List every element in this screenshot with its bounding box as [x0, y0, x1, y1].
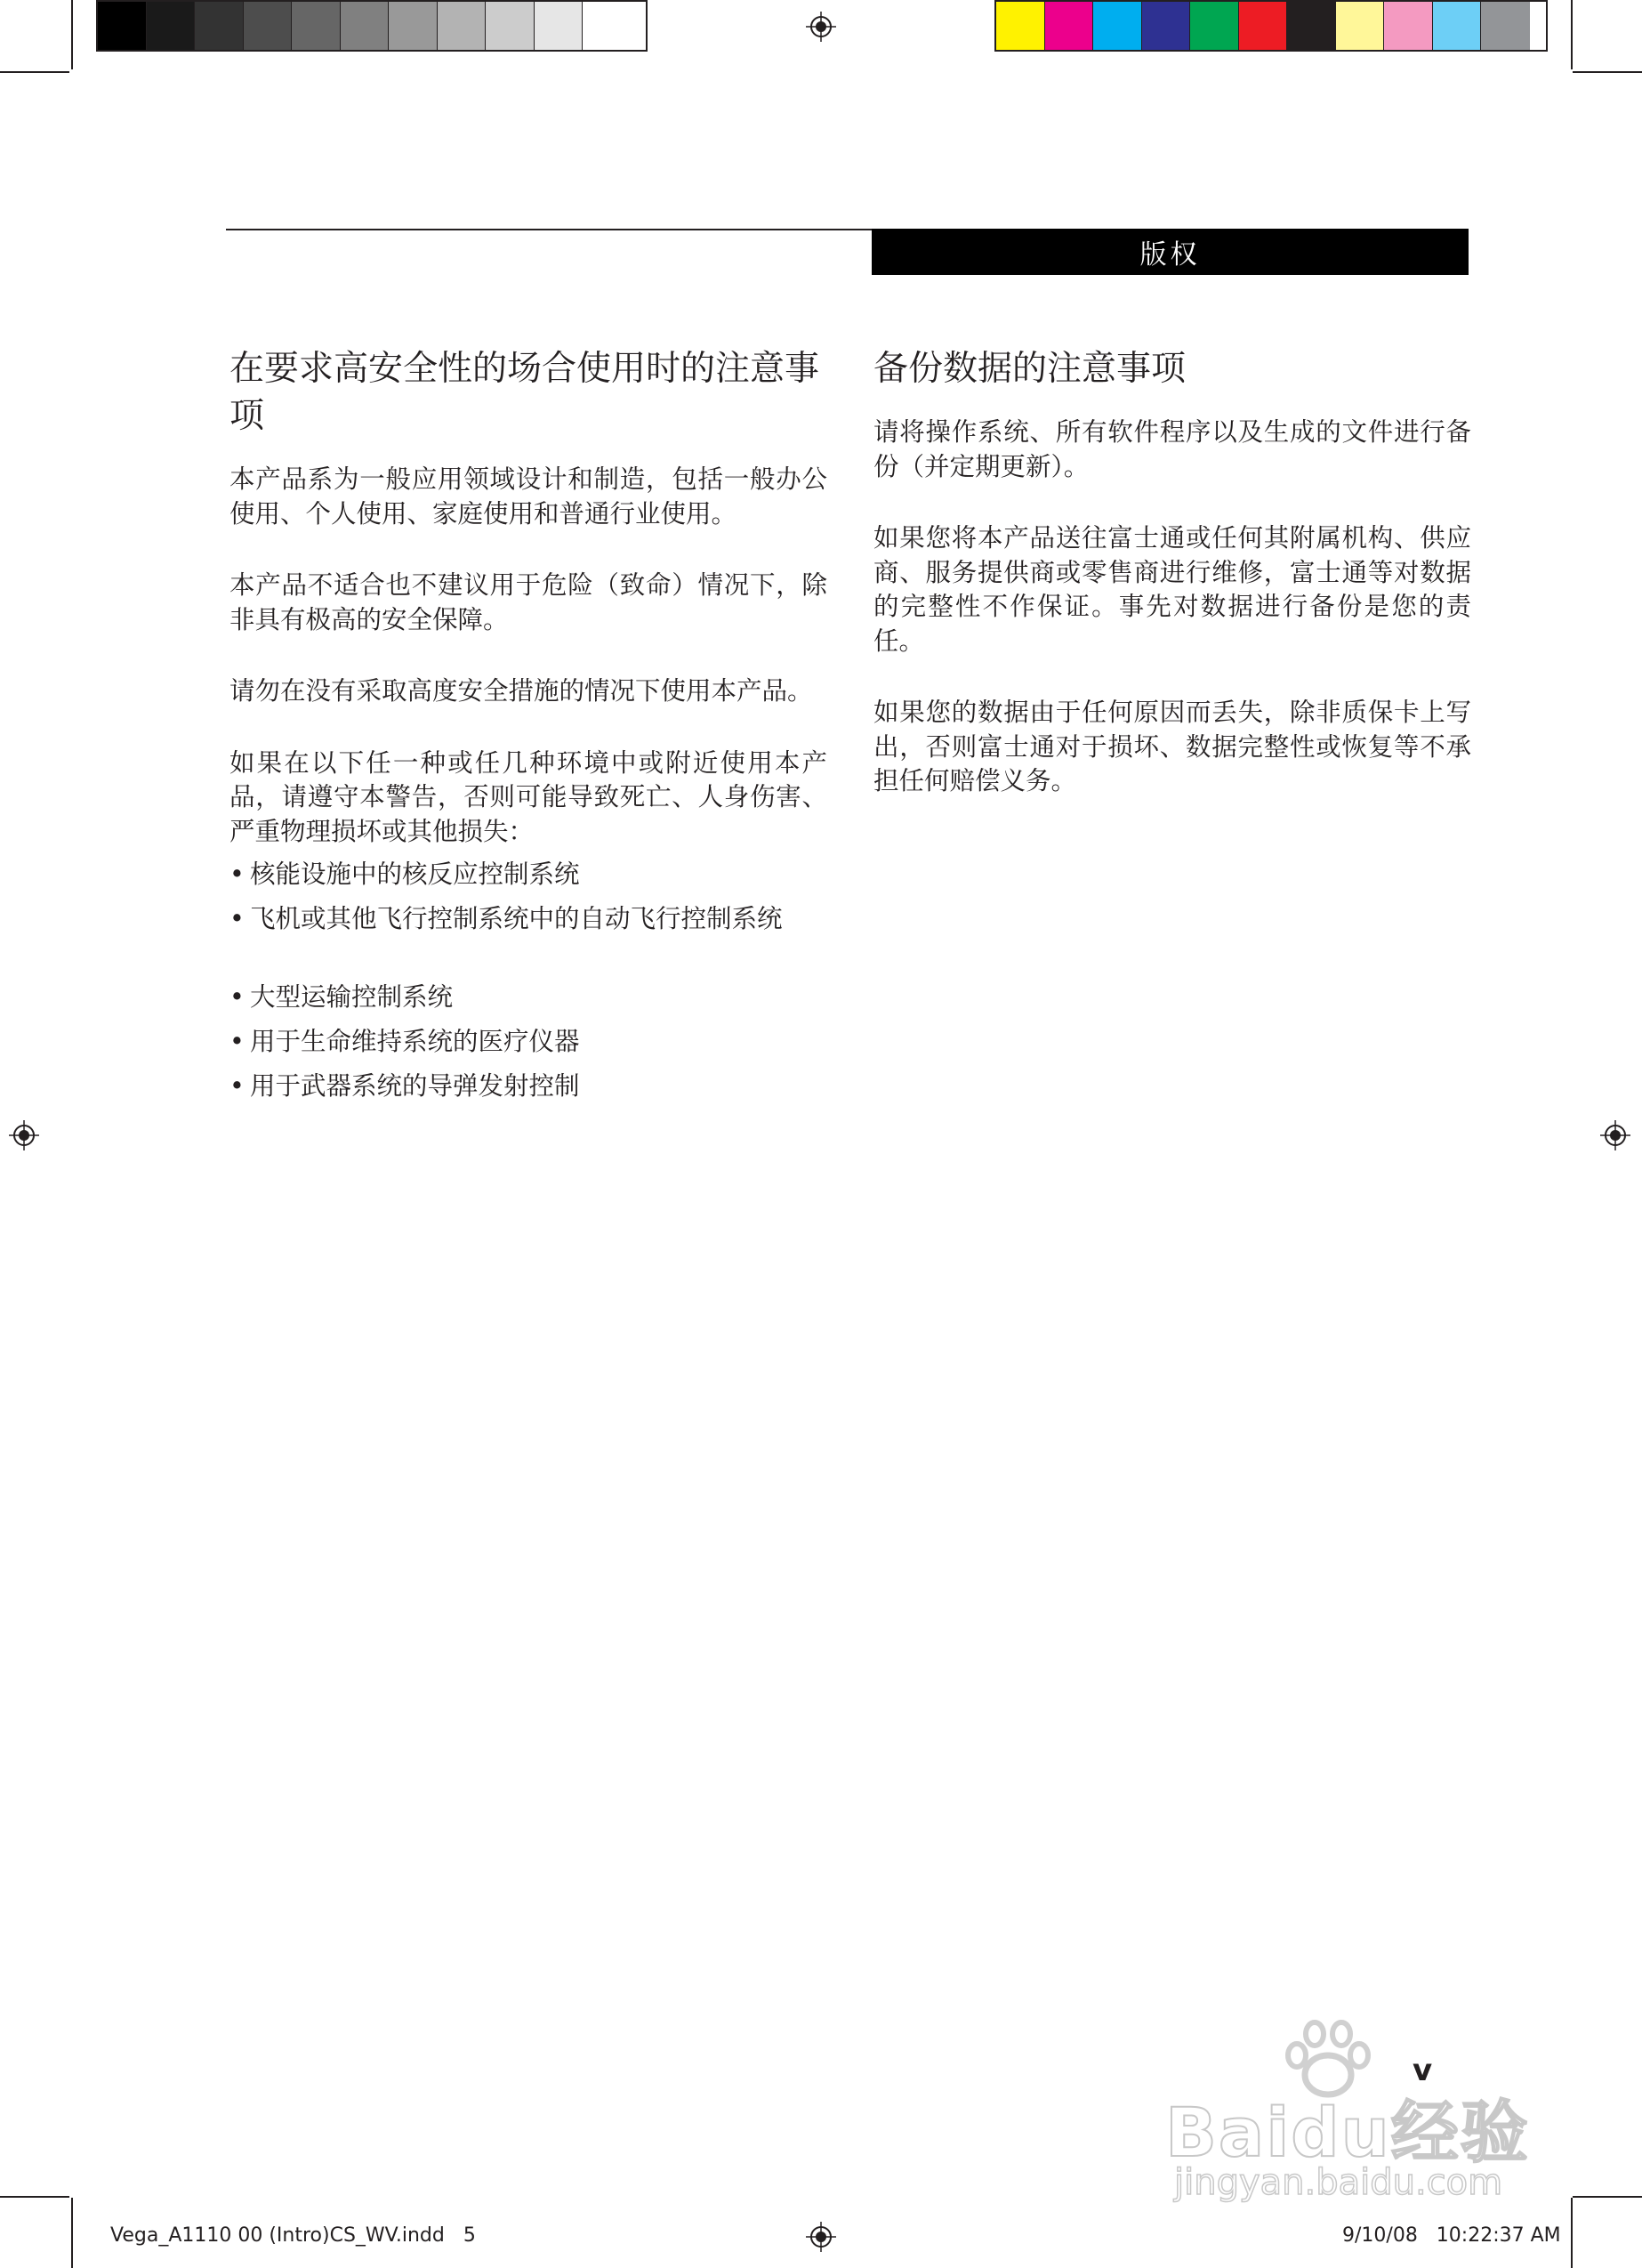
color-swatch — [1239, 2, 1288, 50]
bullet-list — [229, 858, 827, 1107]
gray-swatch — [244, 2, 293, 50]
list-item-text: 飞机或其他飞行控制系统中的自动飞行控制系统 — [250, 904, 783, 933]
footer-filename: Vega_A1110 00 (Intro)CS_WV.indd 5 — [110, 2224, 476, 2247]
right-paragraph: 如果您将本产品送往富士通或任何其附属机构、供应商、服务提供商或零售商进行维修，富士通等对数据的完整性不作保证。事先对数据进行备份是您的责任。 — [873, 523, 1471, 656]
registration-mark-icon — [806, 2222, 836, 2252]
gray-swatch — [583, 2, 632, 50]
color-swatch — [1190, 2, 1239, 50]
color-swatch — [1481, 2, 1530, 50]
list-item-text: 大型运输控制系统 — [250, 982, 454, 1012]
right-column — [873, 345, 1471, 836]
grayscale-color-bar — [96, 0, 648, 52]
right-paragraph: 请将操作系统、所有软件程序以及生成的文件进行备份（并定期更新）。 — [873, 417, 1471, 481]
section-tab — [872, 229, 1469, 275]
color-swatch — [1384, 2, 1433, 50]
crop-mark — [1571, 2198, 1573, 2268]
left-paragraph: 请勿在没有采取高度安全措施的情况下使用本产品。 — [229, 676, 813, 706]
gray-swatch — [98, 2, 147, 50]
list-item-text: 用于生命维持系统的医疗仪器 — [250, 1027, 580, 1056]
list-item — [229, 902, 827, 937]
color-swatch — [996, 2, 1045, 50]
watermark — [1165, 2020, 1539, 2207]
watermark-url: jingyan.baidu.com — [1174, 2162, 1503, 2203]
crop-mark — [0, 71, 69, 73]
registration-mark-icon — [9, 1120, 39, 1150]
color-swatch — [1287, 2, 1336, 50]
gray-swatch — [438, 2, 487, 50]
gray-swatch — [486, 2, 535, 50]
registration-mark-icon — [1600, 1120, 1630, 1150]
footer-timestamp: 9/10/08 10:22:37 AM — [1342, 2224, 1561, 2247]
crop-mark — [1571, 0, 1573, 69]
gray-swatch — [147, 2, 196, 50]
color-swatch — [1093, 2, 1142, 50]
crop-mark — [71, 2198, 73, 2268]
list-item-text: 用于武器系统的导弹发射控制 — [250, 1071, 580, 1101]
watermark-brand: Baidu经验 — [1165, 2093, 1530, 2172]
crop-mark — [71, 0, 73, 69]
bullet-icon: • — [229, 1071, 245, 1101]
page-number: v — [1413, 2053, 1433, 2088]
list-item — [229, 858, 827, 892]
left-paragraph: 本产品系为一般应用领域设计和制造，包括一般办公使用、个人使用、家庭使用和普通行业使用。 — [229, 464, 827, 529]
gray-swatch — [535, 2, 584, 50]
list-item-text: 核能设施中的核反应控制系统 — [250, 860, 580, 889]
color-swatch — [1142, 2, 1191, 50]
bullet-icon: • — [229, 1027, 245, 1056]
list-item — [229, 1069, 827, 1104]
left-paragraph: 如果在以下任一种或任几种环境中或附近使用本产品，请遵守本警告，否则可能导致死亡、人身伤害、严重物理损坏或其他损失： — [229, 747, 827, 846]
right-heading: 备份数据的注意事项 — [873, 349, 1187, 389]
crop-mark — [1573, 2196, 1642, 2198]
color-swatch — [1045, 2, 1094, 50]
left-heading: 在要求高安全性的场合使用时的注意事项 — [229, 349, 820, 436]
gray-swatch — [195, 2, 244, 50]
crop-mark — [1573, 71, 1642, 73]
process-color-bar — [994, 0, 1548, 52]
list-item — [229, 981, 827, 1015]
bullet-icon: • — [229, 982, 245, 1012]
gray-swatch — [292, 2, 341, 50]
crop-mark — [0, 2196, 69, 2198]
color-swatch — [1433, 2, 1482, 50]
left-paragraph: 本产品不适合也不建议用于危险（致命）情况下，除非具有极高的安全保障。 — [229, 570, 827, 634]
color-swatch — [1336, 2, 1385, 50]
right-paragraph: 如果您的数据由于任何原因而丢失，除非质保卡上写出，否则富士通对于损坏、数据完整性或恢复等不承担任何赔偿义务。 — [873, 698, 1471, 795]
gray-swatch — [341, 2, 390, 50]
registration-mark-icon — [806, 12, 836, 42]
bullet-icon: • — [229, 904, 245, 933]
gray-swatch — [389, 2, 438, 50]
header-rule — [226, 229, 872, 230]
left-column — [229, 345, 827, 1107]
section-tab-label: 版权 — [1139, 239, 1201, 270]
list-item — [229, 1025, 827, 1060]
bullet-icon: • — [229, 860, 245, 889]
